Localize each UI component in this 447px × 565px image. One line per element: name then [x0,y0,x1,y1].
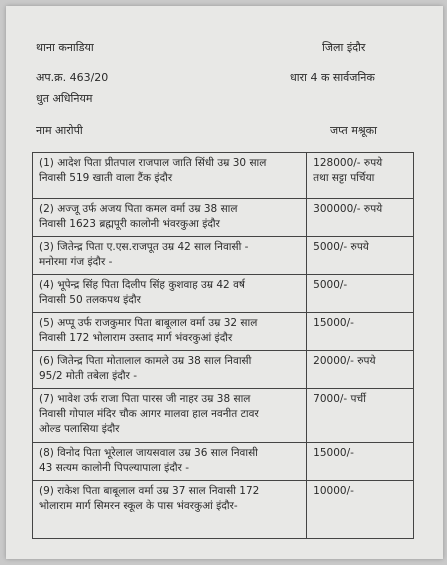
document-page [6,6,443,559]
district-label: जिला इंदौर [322,41,366,54]
table-row [33,313,414,351]
accused-table [32,152,414,539]
accused-details: (4) भूपेन्द्र सिंह पिता दिलीप सिंह कुशवाह उम्र 42 वर्ष निवासी 50 तलकपथ इंदौर [33,275,307,313]
table-row [33,351,414,389]
seized-amount: 10000/- [307,481,414,539]
seized-amount: 128000/- रुपये तथा सट्टा पर्चिया [307,153,414,199]
table-row [33,389,414,443]
section-label: धारा 4 क सार्वजनिक [290,71,375,84]
accused-details: (2) अज्जू उर्फ अजय पिता कमल वर्मा उम्र 38 साल निवासी 1623 ब्रह्मपूरी कालोनी भंवरकुआ इंदौर [33,199,307,237]
table-row [33,199,414,237]
accused-details: (6) जितेन्द्र पिता मोतालाल कामले उम्र 38 साल निवासी 95/2 मोती तबेला इंदौर - [33,351,307,389]
police-station-label: थाना कनाडिया [36,41,94,54]
act-label: धुत अधिनियम [36,92,93,105]
accused-details: (8) विनोद पिता भूरेलाल जायसवाल उम्र 36 साल निवासी 43 सत्यम कालोनी पिपल्यापाला इंदौर - [33,443,307,481]
table-row [33,481,414,539]
seized-amount: 5000/- रुपये [307,237,414,275]
table-row [33,275,414,313]
seized-column-heading: जप्त मश्रूका [330,124,377,137]
table-row [33,237,414,275]
accused-details: (3) जितेन्द्र पिता ए.एस.राजपूत उम्र 42 साल निवासी - मनोरमा गंज इंदौर - [33,237,307,275]
table-row [33,153,414,199]
accused-details: (1) आदेश पिता प्रीतपाल राजपाल जाति सिंधी उम्र 30 साल निवासी 519 खाती वाला टैंक इंदौर [33,153,307,199]
seized-amount: 5000/- [307,275,414,313]
accused-column-heading: नाम आरोपी [36,124,83,137]
accused-details: (9) राकेश पिता बाबूलाल वर्मा उम्र 37 साल निवासी 172 भोलाराम मार्ग सिमरन स्कूल के पास भंवरकुआं इंदौर- [33,481,307,539]
seized-amount: 7000/- पर्ची [307,389,414,443]
seized-amount: 15000/- [307,313,414,351]
seized-amount: 300000/- रुपये [307,199,414,237]
accused-details: (7) भावेश उर्फ राजा पिता पारस जी नाहर उम्र 38 साल निवासी गोपाल मंदिर चौक आगर मालवा हाल नवनीत टावर ओल्ड पलासिया इंदौर [33,389,307,443]
seized-amount: 15000/- [307,443,414,481]
accused-details: (5) अप्पू उर्फ राजकुमार पिता बाबूलाल वर्मा उम्र 32 साल निवासी 172 भोलाराम उस्ताद मार्ग भंवरकुआं इंदौर [33,313,307,351]
table-row [33,443,414,481]
case-number: अप.क्र. 463/20 [36,71,109,84]
seized-amount: 20000/- रुपये [307,351,414,389]
